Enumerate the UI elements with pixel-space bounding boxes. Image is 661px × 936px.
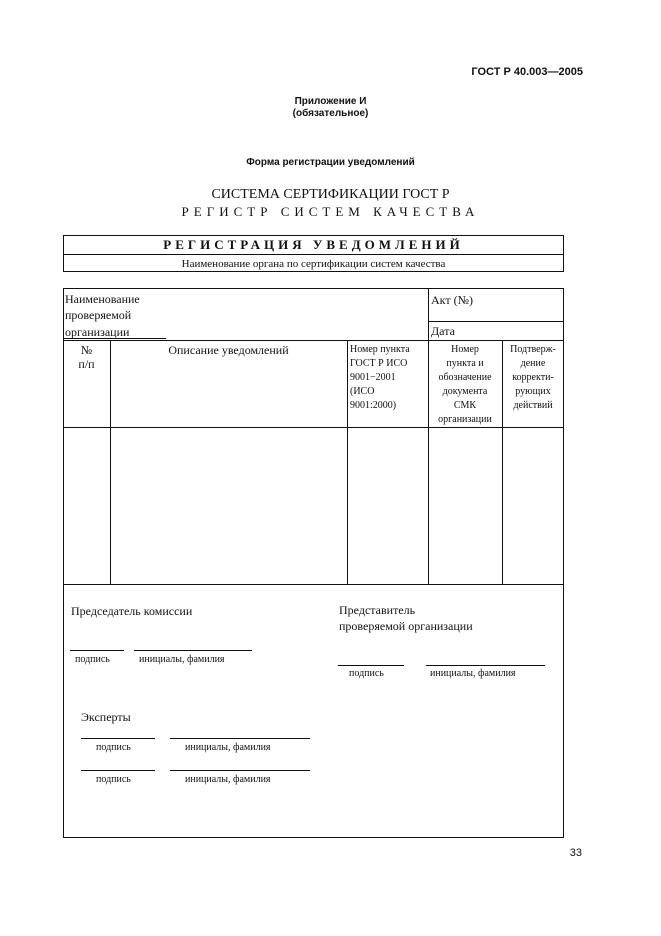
table-bottom <box>63 584 564 585</box>
header-row-bottom <box>63 427 564 428</box>
right-column-divider <box>428 288 429 584</box>
registration-title: РЕГИСТРАЦИЯ УВЕДОМЛЕНИЙ <box>163 237 464 252</box>
appendix-note: (обязательное) <box>292 108 369 119</box>
col-gost-header: Номер пункта ГОСТ Р ИСО 9001−2001 (ИСО 9001:2000) <box>350 344 410 411</box>
system-title: СИСТЕМА СЕРТИФИКАЦИИ ГОСТ Р <box>211 187 450 202</box>
org-underline <box>63 338 166 339</box>
act-label: Акт (№) <box>431 293 474 307</box>
register-title: РЕГИСТР СИСТЕМ КАЧЕСТВА <box>181 204 480 219</box>
expert1-initials-caption: инициалы, фамилия <box>185 742 271 753</box>
page-number: 33 <box>569 847 582 859</box>
appendix-title: Приложение И <box>294 96 367 107</box>
registration-divider <box>63 254 564 255</box>
experts-label: Эксперты <box>81 710 131 724</box>
chairman-signature-line <box>70 650 124 651</box>
col-description-header: Описание уведомлений <box>168 343 289 357</box>
col-num-header-1: № <box>80 343 93 357</box>
expert1-signature-caption: подпись <box>96 742 131 753</box>
date-label: Дата <box>431 324 455 338</box>
expert2-initials-line <box>170 770 310 771</box>
chairman-initials-caption: инициалы, фамилия <box>139 654 225 665</box>
representative-signature-line <box>338 665 404 666</box>
representative-signature-caption: подпись <box>349 668 384 679</box>
col-num-header-2: п/п <box>78 357 95 371</box>
certification-organ-label: Наименование органа по сертификации систем качества <box>181 258 446 270</box>
col-doc-header: Номер пункта и обозначение документа СМК организации <box>438 344 492 425</box>
expert2-signature-line <box>81 770 155 771</box>
form-title: Форма регистрации уведомлений <box>246 157 415 168</box>
chairman-initials-line <box>134 650 252 651</box>
representative-initials-line <box>426 665 545 666</box>
standard-number: ГОСТ Р 40.003—2005 <box>471 66 583 78</box>
org-label-2: проверяемой <box>65 308 132 322</box>
org-label-1: Наименование <box>65 292 140 306</box>
representative-label-1: Представитель <box>339 603 416 617</box>
org-label-3: организации <box>65 325 130 339</box>
expert1-signature-line <box>81 738 155 739</box>
expert2-initials-caption: инициалы, фамилия <box>185 774 271 785</box>
chairman-signature-caption: подпись <box>75 654 110 665</box>
col-confirm-header: Подтверж- дение корректи- рующих действий <box>510 344 556 411</box>
col-divider-1 <box>110 340 111 584</box>
act-date-divider <box>428 321 564 322</box>
representative-initials-caption: инициалы, фамилия <box>430 668 516 679</box>
chairman-label: Председатель комиссии <box>71 604 193 618</box>
col-divider-2 <box>347 340 348 584</box>
header-row-top <box>63 340 564 341</box>
representative-label-2: проверяемой организации <box>339 619 473 633</box>
expert2-signature-caption: подпись <box>96 774 131 785</box>
expert1-initials-line <box>170 738 310 739</box>
